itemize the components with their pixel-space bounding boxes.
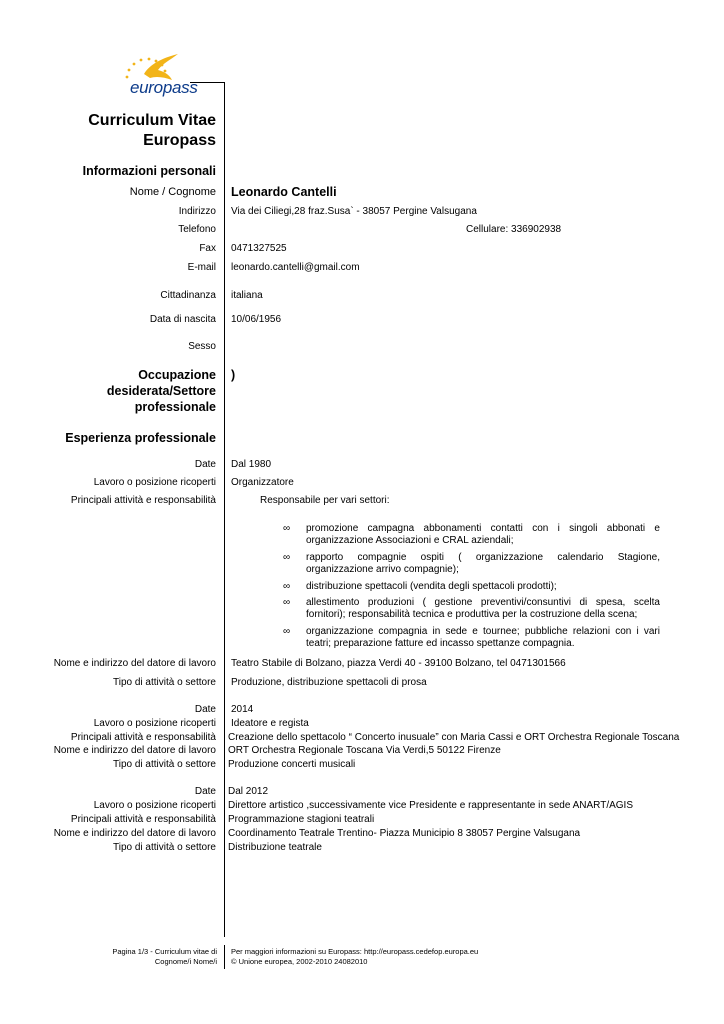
job1-bullet-text: allestimento produzioni ( gestione preventivi/consuntivi di spesa, scelta fornitori); responsabilità tecnica e produttiva per la costruzione della scena; <box>306 597 660 620</box>
infinity-bullet-icon: ∞ <box>283 581 291 592</box>
name-label: Nome / Cognome <box>129 186 216 198</box>
footer-name-info: Cognome/i Nome/i <box>154 957 217 966</box>
job3-activities-label: Principali attività e responsabilità <box>70 814 216 825</box>
citizenship-label: Cittadinanza <box>160 290 216 301</box>
footer-europass-link[interactable]: Per maggiori informazioni su Europass: http://europass.cedefop.europa.eu <box>231 947 479 956</box>
job1-bullet-text: rapporto compagnie ospiti ( organizzazione calendario Stagione, organizzazione arrivo compagnie); <box>306 552 660 575</box>
footer-divider <box>224 945 225 969</box>
job2-sector: Produzione concerti musicali <box>228 759 356 770</box>
job3-sector: Distribuzione teatrale <box>228 842 322 853</box>
job1-sector: Produzione, distribuzione spettacoli di prosa <box>231 677 427 688</box>
job1-date: Dal 1980 <box>231 459 272 470</box>
full-name: Leonardo Cantelli <box>231 185 337 199</box>
footer-copyright: © Unione europea, 2002-2010 24082010 <box>231 957 368 966</box>
job3-activities: Programmazione stagioni teatrali <box>228 814 375 825</box>
job3-employer-label: Nome e indirizzo del datore di lavoro <box>53 828 216 839</box>
job3-date-label: Date <box>194 786 216 797</box>
job1-role: Organizzatore <box>231 477 294 488</box>
job2-activities-label: Principali attività e responsabilità <box>70 732 216 743</box>
job3-role-label: Lavoro o posizione ricoperti <box>93 800 216 811</box>
job1-bullet-text: distribuzione spettacoli (vendita degli spettacoli prodotti); <box>306 581 557 592</box>
column-divider <box>224 82 225 937</box>
job2-date: 2014 <box>231 704 254 715</box>
job1-activities-intro: Responsabile per vari settori: <box>260 495 390 506</box>
job3-sector-label: Tipo di attività o settore <box>112 842 216 853</box>
job1-bullet-text: promozione campagna abbonamenti contatti con i singoli abbonati e organizzazione Associazioni e CRAL aziendali; <box>306 523 660 546</box>
job3-role: Direttore artistico ,successivamente vice Presidente e rappresentante in sede ANART/AGIS <box>228 800 634 811</box>
job2-activities: Creazione dello spettacolo “ Concerto inusuale” con Maria Cassi e ORT Orchestra Regionale Toscana <box>228 732 680 743</box>
occupation-value: ) <box>231 368 236 382</box>
email-label: E-mail <box>187 262 216 273</box>
job2-date-label: Date <box>194 704 216 715</box>
citizenship-value: italiana <box>231 290 263 301</box>
job2-employer-label: Nome e indirizzo del datore di lavoro <box>53 745 216 756</box>
job2-role: Ideatore e regista <box>231 718 309 729</box>
job3-date: Dal 2012 <box>228 786 269 797</box>
job1-employer-label: Nome e indirizzo del datore di lavoro <box>53 658 216 669</box>
phone-label: Telefono <box>178 224 216 235</box>
occupation-heading-line1: Occupazione <box>138 368 216 382</box>
job2-role-label: Lavoro o posizione ricoperti <box>93 718 216 729</box>
infinity-bullet-icon: ∞ <box>283 597 291 608</box>
infinity-bullet-icon: ∞ <box>283 626 291 637</box>
address-label: Indirizzo <box>178 206 216 217</box>
job1-activities-label: Principali attività e responsabilità <box>70 495 216 506</box>
infinity-bullet-icon: ∞ <box>283 552 291 563</box>
fax-value: 0471327525 <box>231 243 287 254</box>
occupation-heading-line2: desiderata/Settore <box>106 384 216 398</box>
personal-info-heading: Informazioni personali <box>82 164 216 178</box>
job1-employer: Teatro Stabile di Bolzano, piazza Verdi 40 - 39100 Bolzano, tel 0471301566 <box>231 658 566 669</box>
job1-role-label: Lavoro o posizione ricoperti <box>93 477 216 488</box>
header-rule <box>190 82 224 83</box>
europass-logo-text: europass <box>130 78 198 97</box>
job1-bullet-text: organizzazione compagnia in sede e tournee; pubbliche relazioni con i vari teatri; preparazione fatture ed incasso spettanze compagnia. <box>306 626 660 649</box>
sex-label: Sesso <box>188 341 216 352</box>
address-value: Via dei Ciliegi,28 fraz.Susa` - 38057 Pergine Valsugana <box>231 206 477 217</box>
mobile-value: Cellulare: 336902938 <box>466 224 562 235</box>
occupation-heading-line3: professionale <box>134 400 216 414</box>
job3-employer: Coordinamento Teatrale Trentino- Piazza Municipio 8 38057 Pergine Valsugana <box>228 828 581 839</box>
infinity-bullet-icon: ∞ <box>283 523 291 534</box>
europass-logo <box>118 50 218 98</box>
birthdate-value: 10/06/1956 <box>231 314 282 325</box>
fax-label: Fax <box>199 243 216 254</box>
birthdate-label: Data di nascita <box>149 314 216 325</box>
cv-title-line2: Europass <box>143 132 216 149</box>
email-value[interactable]: leonardo.cantelli@gmail.com <box>231 262 360 273</box>
job2-sector-label: Tipo di attività o settore <box>112 759 216 770</box>
experience-heading: Esperienza professionale <box>65 431 216 445</box>
job1-sector-label: Tipo di attività o settore <box>112 677 216 688</box>
cv-title-line1: Curriculum Vitae <box>88 112 216 129</box>
job2-employer: ORT Orchestra Regionale Toscana Via Verdi,5 50122 Firenze <box>228 745 501 756</box>
job1-date-label: Date <box>194 459 216 470</box>
footer-page-info: Pagina 1/3 - Curriculum vitae di <box>112 947 217 956</box>
